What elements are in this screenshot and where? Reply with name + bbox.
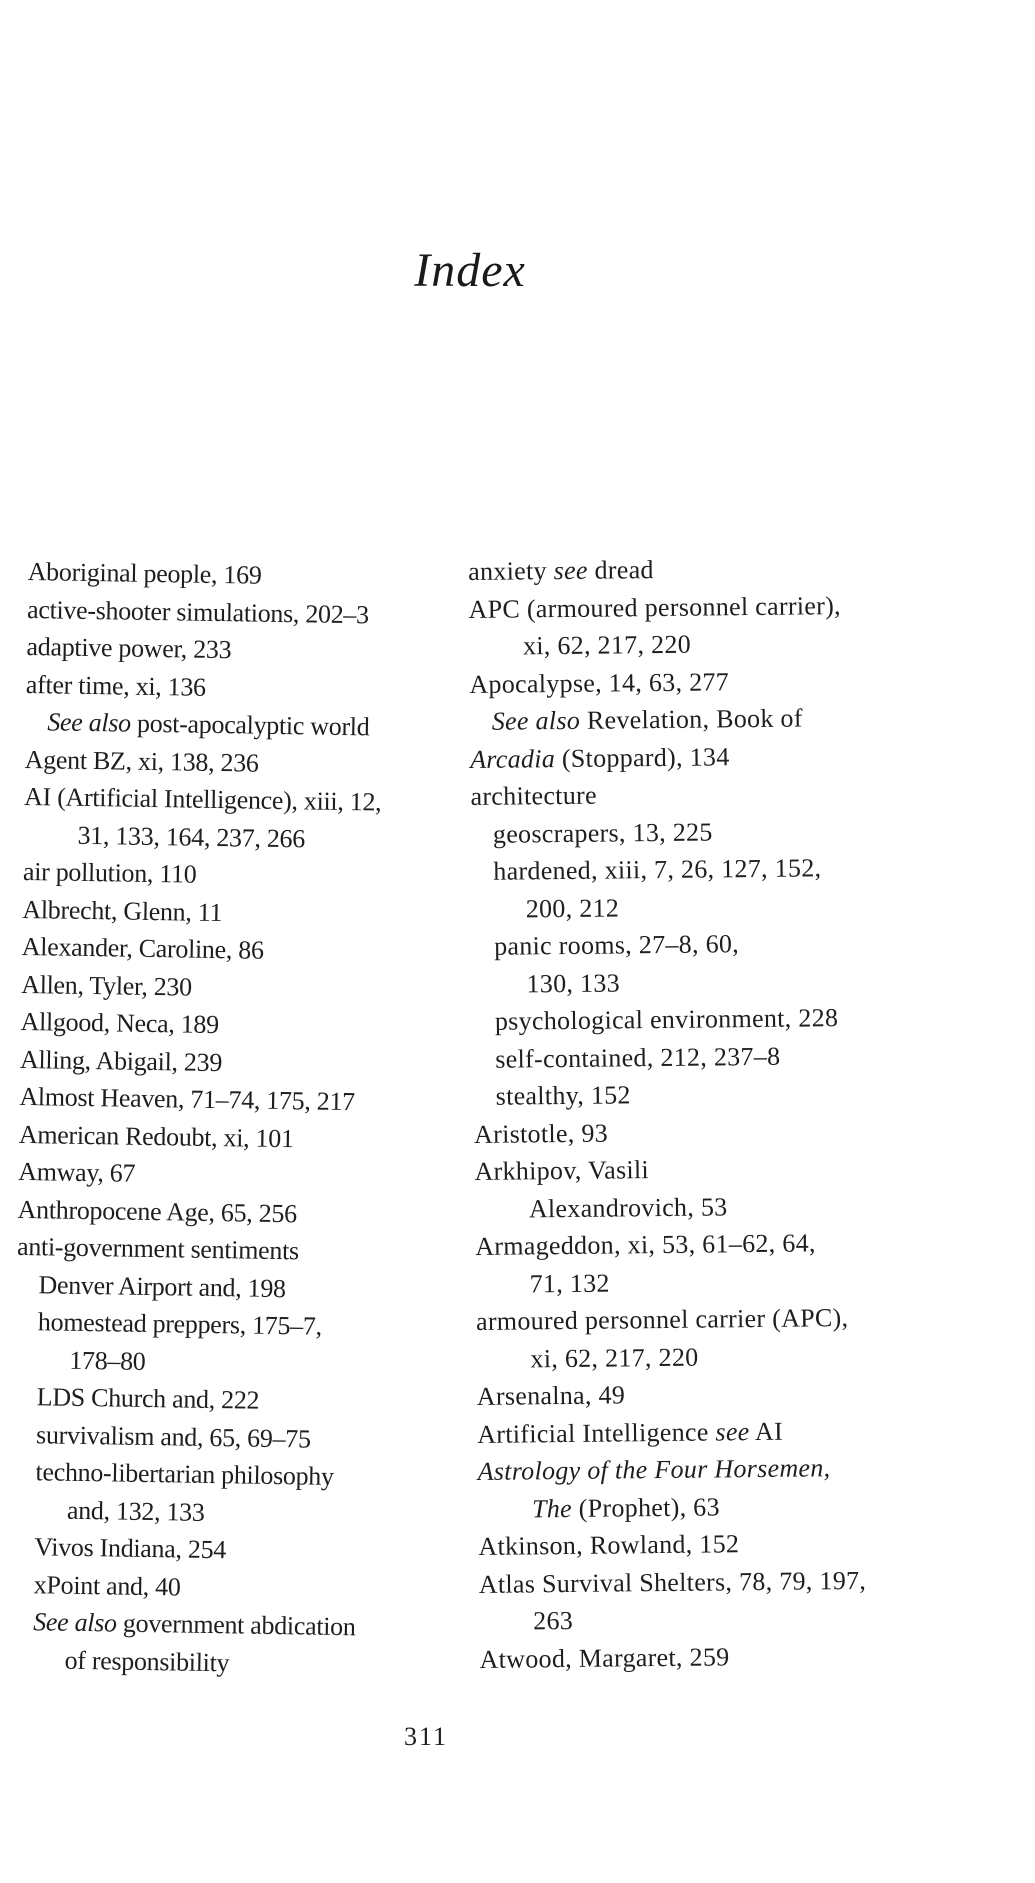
index-entry-text: psychological environment, 228 bbox=[494, 1003, 839, 1036]
index-entry-text: self-contained, 212, 237–8 bbox=[495, 1041, 781, 1074]
index-entry bbox=[25, 703, 446, 747]
index-entry-text: Aboriginal people, 169 bbox=[27, 556, 262, 590]
index-entry bbox=[27, 590, 448, 634]
index-entry-text: Aristotle, 93 bbox=[473, 1118, 609, 1149]
index-entry bbox=[16, 1265, 437, 1309]
index-entry bbox=[472, 961, 942, 1003]
index-entry-text: Almost Heaven, 71–74, 175, 217 bbox=[19, 1081, 356, 1117]
index-entry-text: Amway, 67 bbox=[18, 1156, 136, 1188]
index-entry bbox=[471, 848, 941, 890]
index-entry-text: armoured personnel carrier (APC), bbox=[475, 1303, 849, 1336]
index-entry-text: American Redoubt, xi, 101 bbox=[18, 1119, 294, 1153]
index-entry bbox=[22, 928, 443, 972]
index-entry-text: air pollution, 110 bbox=[22, 856, 197, 889]
index-entry-text: Allen, Tyler, 230 bbox=[21, 969, 193, 1002]
index-entry bbox=[468, 548, 938, 590]
index-entry bbox=[12, 1565, 433, 1609]
index-entry bbox=[12, 1528, 433, 1572]
index-entry-text: adaptive power, 233 bbox=[26, 631, 232, 665]
index-entry-text: Revelation, Book of bbox=[579, 703, 803, 735]
index-entry bbox=[468, 586, 938, 628]
index-entry bbox=[17, 1228, 438, 1272]
index-entry bbox=[474, 1148, 944, 1190]
index-entry-text: homestead preppers, 175–7, bbox=[37, 1307, 323, 1341]
index-entry-text: Armageddon, xi, 53, 61–62, 64, bbox=[475, 1228, 816, 1261]
index-entry-text: 178–80 bbox=[69, 1345, 146, 1376]
index-entry-text: post-apocalyptic world bbox=[130, 708, 370, 742]
index-entry-text: after time, xi, 136 bbox=[25, 669, 207, 702]
index-entry-text: Arkhipov, Vasili bbox=[474, 1155, 650, 1186]
index-entry-italic: See also bbox=[491, 705, 581, 736]
index-entry-text: Denver Airport and, 198 bbox=[38, 1269, 286, 1303]
index-entry-text: Apocalypse, 14, 63, 277 bbox=[469, 666, 730, 699]
index-entry-text: panic rooms, 27–8, 60, bbox=[493, 929, 740, 961]
index-entry bbox=[479, 1598, 949, 1640]
index-entry-text: Albrecht, Glenn, 11 bbox=[22, 894, 223, 927]
index-entry-text: Alexandrovich, 53 bbox=[528, 1191, 728, 1223]
index-entry bbox=[10, 1640, 431, 1684]
index-entry bbox=[475, 1261, 945, 1303]
index-entry-text: xi, 62, 217, 220 bbox=[522, 629, 692, 661]
index-column-left bbox=[10, 553, 448, 1684]
index-entry bbox=[471, 811, 941, 853]
index-entry-text: xPoint and, 40 bbox=[33, 1569, 181, 1602]
index-entry bbox=[26, 665, 447, 709]
index-entry-text: government abdication bbox=[116, 1608, 356, 1642]
index-entry-text: 263 bbox=[533, 1605, 574, 1636]
index-entry-italic: See also bbox=[32, 1607, 117, 1638]
index-entry-text: Vivos Indiana, 254 bbox=[34, 1532, 227, 1565]
index-entry bbox=[19, 1078, 440, 1122]
index-entry bbox=[469, 623, 939, 665]
index-entry bbox=[479, 1636, 949, 1678]
index-entry-text: of responsibility bbox=[64, 1645, 230, 1677]
index-entry-text: LDS Church and, 222 bbox=[36, 1382, 260, 1415]
page-number: 311 bbox=[403, 1722, 449, 1751]
index-entry bbox=[469, 661, 939, 703]
index-entry bbox=[15, 1340, 436, 1384]
index-entry bbox=[470, 698, 940, 740]
index-entry bbox=[474, 1111, 944, 1153]
index-entry-text: stealthy, 152 bbox=[495, 1080, 631, 1111]
index-entry bbox=[18, 1153, 439, 1197]
index-entry bbox=[23, 853, 444, 897]
index-entry-text: Atwood, Margaret, 259 bbox=[479, 1641, 730, 1674]
index-entry bbox=[24, 740, 445, 784]
index-entry bbox=[479, 1561, 949, 1603]
index-entry-text: 200, 212 bbox=[525, 892, 620, 923]
index-entry bbox=[11, 1603, 432, 1647]
index-entry-text: 31, 133, 164, 237, 266 bbox=[77, 820, 306, 853]
index-entry-text: anxiety bbox=[468, 556, 554, 586]
index-entry bbox=[20, 1040, 441, 1084]
index-entry bbox=[473, 1073, 943, 1115]
index-entry-italic: Astrology of the Four Horsemen, bbox=[477, 1453, 831, 1486]
index-entry bbox=[476, 1298, 946, 1340]
index-entry-italic: See also bbox=[47, 707, 132, 738]
index-entry bbox=[478, 1523, 948, 1565]
index-entry-text: active-shooter simulations, 202–3 bbox=[26, 594, 370, 629]
index-entry bbox=[22, 890, 443, 934]
index-entry-text: hardened, xiii, 7, 26, 127, 152, bbox=[493, 853, 822, 886]
index-entry bbox=[13, 1490, 434, 1534]
index-entry-text: (Prophet), 63 bbox=[571, 1491, 720, 1523]
index-entry bbox=[473, 1036, 943, 1078]
index-entry bbox=[27, 553, 448, 597]
index-entry-text: Allgood, Neca, 189 bbox=[20, 1006, 220, 1040]
index-entry bbox=[472, 923, 942, 965]
index-entry bbox=[472, 886, 942, 928]
index-entry bbox=[477, 1373, 947, 1415]
index-entry-text: Agent BZ, xi, 138, 236 bbox=[24, 744, 259, 778]
index-entry bbox=[17, 1190, 438, 1234]
index-entry bbox=[14, 1415, 435, 1459]
index-entry bbox=[14, 1378, 435, 1422]
index-entry bbox=[475, 1223, 945, 1265]
index-entry-text: anti-government sentiments bbox=[16, 1231, 300, 1266]
index-entry bbox=[477, 1411, 947, 1453]
index-entry bbox=[470, 736, 940, 778]
index-entry-see: see bbox=[715, 1416, 750, 1446]
index-entry-text: survivalism and, 65, 69–75 bbox=[35, 1419, 311, 1454]
index-entry-text: techno-libertarian philosophy bbox=[35, 1457, 334, 1491]
index-entry bbox=[19, 1115, 440, 1159]
index-column-right bbox=[468, 548, 950, 1678]
index-entry bbox=[473, 998, 943, 1040]
index-entry-text: Alling, Abigail, 239 bbox=[19, 1044, 223, 1077]
page-title: Index bbox=[414, 244, 526, 297]
index-entry-target: AI bbox=[749, 1416, 784, 1446]
index-entry-italic: The bbox=[531, 1493, 573, 1523]
index-entry bbox=[475, 1186, 945, 1228]
index-entry-text: 71, 132 bbox=[529, 1268, 610, 1298]
index-entry-text: (Stoppard), 134 bbox=[554, 741, 730, 773]
index-entry bbox=[24, 778, 445, 822]
index-entry bbox=[476, 1336, 946, 1378]
index-entry-text: Atkinson, Rowland, 152 bbox=[478, 1529, 740, 1561]
index-entry-text: Alexander, Caroline, 86 bbox=[21, 931, 264, 965]
index-entry-target: dread bbox=[587, 555, 654, 585]
index-entry-text: APC (armoured personnel carrier), bbox=[468, 590, 842, 624]
index-entry-italic: Arcadia bbox=[470, 743, 556, 774]
index-entry bbox=[23, 815, 444, 859]
index-entry bbox=[20, 1003, 441, 1047]
index-entry-text: and, 132, 133 bbox=[66, 1495, 205, 1527]
index-entry-text: Anthropocene Age, 65, 256 bbox=[17, 1194, 298, 1228]
index-entry bbox=[16, 1303, 437, 1347]
index-entry-text: 130, 133 bbox=[526, 967, 621, 998]
index-entry bbox=[478, 1486, 948, 1528]
index-entry-text: architecture bbox=[470, 780, 597, 811]
index-entry-text: xi, 62, 217, 220 bbox=[530, 1342, 699, 1373]
index-entry-see: see bbox=[553, 555, 588, 586]
index-entry-text: AI (Artificial Intelligence), xiii, 12, bbox=[23, 781, 382, 817]
index-entry bbox=[21, 965, 442, 1009]
index-entry-text: Atlas Survival Shelters, 78, 79, 197, bbox=[478, 1565, 867, 1599]
index-entry-text: Arsenalna, 49 bbox=[476, 1380, 626, 1411]
index-entry bbox=[470, 773, 940, 815]
index-entry-text: Artificial Intelligence bbox=[477, 1416, 716, 1449]
index-entry bbox=[13, 1453, 434, 1497]
index-entry bbox=[26, 628, 447, 672]
index-entry bbox=[477, 1448, 947, 1490]
index-entry-text: geoscrapers, 13, 225 bbox=[492, 816, 713, 849]
